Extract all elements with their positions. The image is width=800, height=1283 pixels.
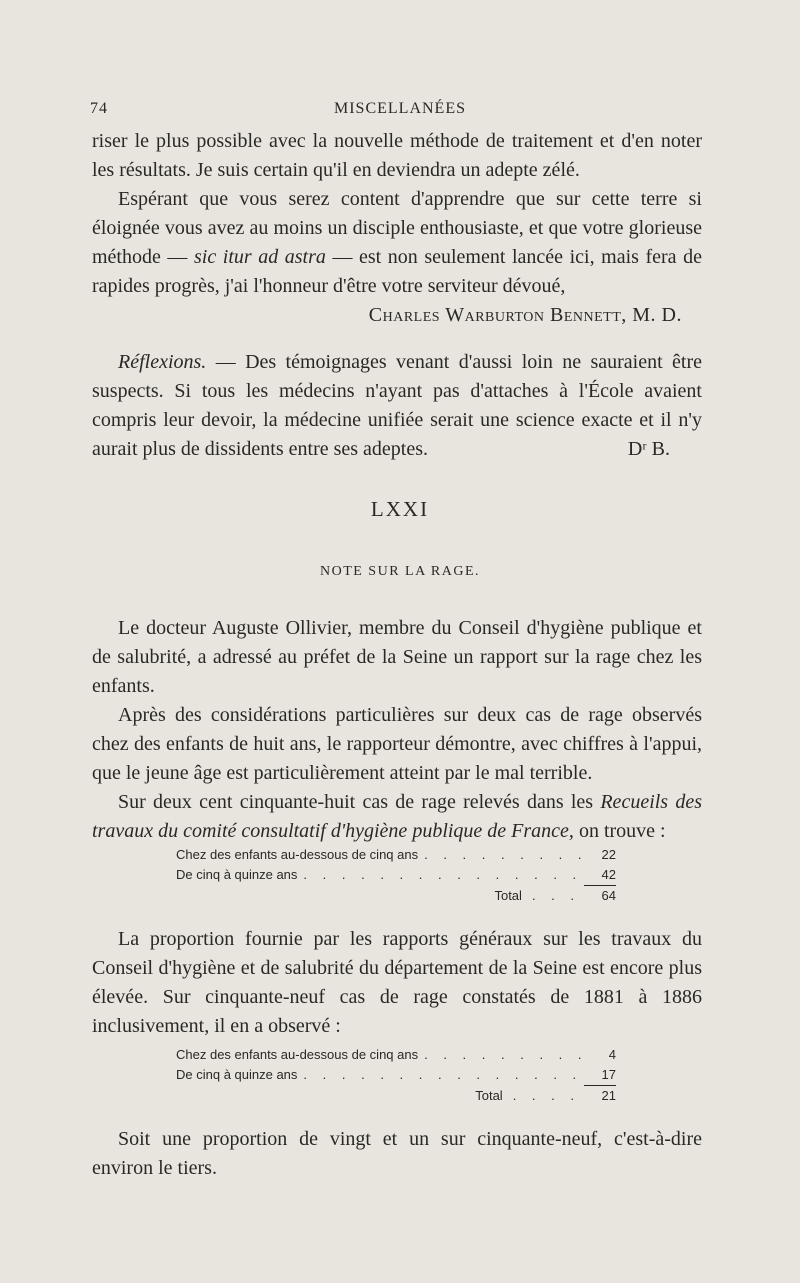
total-label: Total <box>475 1088 503 1103</box>
text-span: — est non seulement lancée ici, mais fera de rapides progrès, j'ai l'honneur d'être votre serviteur dévoué, <box>92 246 702 297</box>
text-span: on trouve : <box>573 820 666 842</box>
text-span: Sur deux cent cinquante-huit cas de rage relevés dans les <box>118 791 601 813</box>
running-head: MISCELLANÉES <box>334 100 466 117</box>
leader-dots <box>297 1065 584 1085</box>
section-title: NOTE SUR LA RAGE. <box>319 564 481 579</box>
text-span: — Des témoignages venant d'aussi loin ne sauraient être suspects. Si tous les médecins n'ayant pas d'attaches à l'École avaient compris leur devoir, la médecine unifiée serait une science exacte et il n'y aurait plus de dissidents entre ses adeptes. <box>92 351 702 460</box>
total-value: 64 <box>601 888 616 903</box>
table-row <box>176 1045 616 1065</box>
text-span: Espérant que vous serez content d'apprendre que sur cette terre si éloignée vous avez au moins un disciple enthousiaste, et que votre glorieuse méthode — <box>92 188 702 268</box>
statistics-table-1 <box>176 845 616 906</box>
italic-text: sic itur ad astra <box>193 246 326 268</box>
page-number: 74 <box>90 100 108 117</box>
italic-text: Recueils des travaux du comité consultatif d'hygiène publique de France, <box>92 791 702 842</box>
statistics-table-2 <box>176 1045 616 1106</box>
reflexions-paragraph <box>92 348 702 464</box>
paragraph: Après des considérations particulières sur deux cas de rage observés chez des enfants de huit ans, le rapporteur démontre, avec chiffres à l'appui, que le jeune âge est particulièrement atteint par le mal terrible. <box>92 704 702 784</box>
article-block-1 <box>92 614 702 846</box>
row-label: De cinq à quinze ans <box>176 867 298 882</box>
leader-dots <box>418 1045 584 1065</box>
letter-end-block <box>92 127 702 464</box>
paragraph <box>92 185 702 301</box>
author-initials: Dʳ B. <box>627 438 670 460</box>
row-label: Chez des enfants au-dessous de cinq ans <box>176 847 419 862</box>
paragraph: Le docteur Auguste Ollivier, membre du Conseil d'hygiène publique et de salubrité, a adressé au préfet de la Seine un rapport sur la rage chez les enfants. <box>92 617 702 697</box>
leader-dots <box>418 845 584 865</box>
table-row <box>176 865 616 886</box>
table-row <box>176 1065 616 1086</box>
article-block-2 <box>92 925 702 1041</box>
row-value: 42 <box>584 865 616 886</box>
table-row <box>176 845 616 865</box>
total-value: 21 <box>601 1088 616 1103</box>
row-value: 22 <box>601 847 616 862</box>
total-row <box>176 1086 616 1106</box>
leader-dots: . . . . <box>512 1088 580 1103</box>
leader-dots <box>297 865 584 885</box>
row-label: De cinq à quinze ans <box>176 1067 298 1082</box>
article-block-3 <box>92 1125 702 1183</box>
row-value: 17 <box>584 1065 616 1086</box>
section-number: LXXI <box>370 497 430 521</box>
paragraph <box>92 788 702 846</box>
paragraph: La proportion fournie par les rapports généraux sur les travaux du Conseil d'hygiène et de salubrité du département de la Seine est encore plus élevée. Sur cinquante-neuf cas de rage constatés de 1881 à 1886 inclusivement, il en a observé : <box>92 928 702 1037</box>
signature: Charles Warburton Bennett, M. D. <box>368 304 682 326</box>
total-row <box>176 886 616 906</box>
row-label: Chez des enfants au-dessous de cinq ans <box>176 1047 419 1062</box>
paragraph: Soit une proportion de vingt et un sur cinquante-neuf, c'est-à-dire environ le tiers. <box>92 1128 702 1179</box>
reflexions-label: Réflexions. <box>118 351 207 373</box>
total-label: Total <box>494 888 522 903</box>
row-value: 4 <box>608 1047 616 1062</box>
leader-dots: . . . <box>531 888 580 903</box>
paragraph: riser le plus possible avec la nouvelle méthode de traitement et d'en noter les résultats. Je suis certain qu'il en deviendra un adepte zélé. <box>92 130 702 181</box>
